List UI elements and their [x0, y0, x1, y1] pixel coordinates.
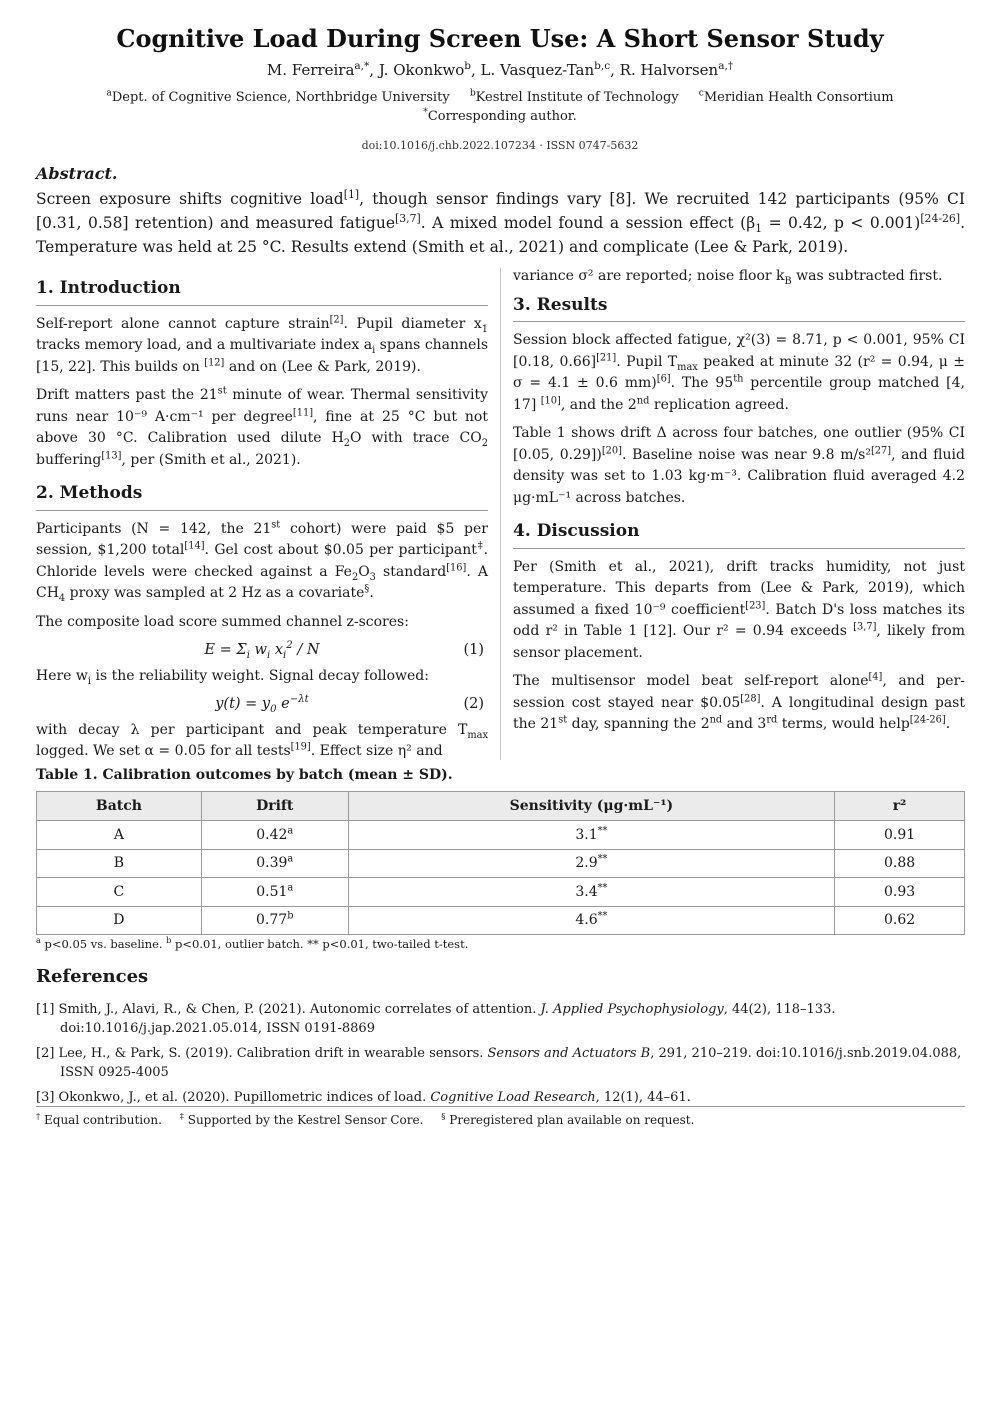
footnote: † Equal contribution.: [36, 1111, 162, 1127]
batch-cell: C: [37, 878, 202, 907]
column-header: Batch: [37, 792, 202, 821]
footnote-divider: [36, 1106, 965, 1107]
results-paragraph: Session block affected fatigue, χ²(3) = 8.71, p < 0.001, 95% CI [0.18, 0.66][21]. Pupil $T_{max}$ peaked at minute 32 (r² = 0.94, μ ± σ = 4.1 ± 0.6 mm)[6]. The 95th percentile group matched [4, 17] [10], and the 2nd replication agreed.: [513, 332, 966, 413]
methods-paragraph: Here $w_i$ is the reliability weight. Signal decay followed:: [36, 667, 429, 687]
doi-line: doi:10.1016/j.chb.2022.107234 · ISSN 0747-5632: [361, 139, 639, 152]
reference-list: [36, 1000, 965, 1113]
batch-cell: D: [37, 906, 202, 935]
sensitivity-cell: 4.6**: [348, 906, 834, 935]
equation-1: $E = \Sigma_i$ $w_i$ $x_i^2$ / N (1): [36, 640, 488, 662]
left-column: [36, 276, 488, 763]
section-heading-results: 3. Results: [513, 295, 965, 323]
column-header: Drift: [201, 792, 348, 821]
section-heading-methods: 2. Methods: [36, 483, 488, 511]
column-header: Sensitivity (μg·mL⁻¹): [348, 792, 834, 821]
discussion-paragraph: The multisensor model beat self-report alone[4], and per-session cost stayed near $0.05[28]. A longitudinal design past the 21st day, spanning the 2nd and 3rd terms, would help[24-26].: [513, 671, 965, 732]
discussion-paragraph: Per (Smith et al., 2021), drift tracks humidity, not just temperature. This departs from (Lee & Park, 2019), which assumed a fixed 10⁻⁹ coefficient[23]. Batch D's loss matches its odd r² in Table 1 [12]. Our r² = 0.94 exceeds [3,7], likely from sensor placement.: [513, 558, 965, 661]
column-divider: [500, 268, 501, 760]
author-name: M. Ferreira: [266, 61, 355, 79]
sensitivity-cell: 3.1**: [348, 821, 834, 850]
author-mark: a,†: [718, 60, 734, 72]
batch-cell: B: [37, 849, 202, 878]
corresponding-author-note: *Corresponding author.: [423, 107, 577, 124]
sensitivity-cell: 2.9**: [348, 849, 834, 878]
author-name: L. Vasquez-Tan: [480, 61, 595, 79]
author-list: M. Ferreira$^{a,*}$, J. Okonkwo$^b$, L. Vasquez-Tan$^{b,c}$, R. Halvorsen$^{a,\dagger}$: [266, 60, 734, 79]
references-heading: References: [36, 966, 149, 987]
paper-title: Cognitive Load During Screen Use: A Short Sensor Study: [116, 24, 884, 53]
r2-cell: 0.88: [835, 849, 965, 878]
sensitivity-cell: 3.4**: [348, 878, 834, 907]
table-row: [37, 878, 965, 907]
reference-item: [2] Lee, H., & Park, S. (2019). Calibration drift in wearable sensors. Sensors and Actuators B, 291, 210–219. doi:10.1016/j.snb.2019.04.088, ISSN 0925-4005: [36, 1046, 962, 1080]
drift-cell: 0.42$^a$: [201, 821, 348, 850]
author-mark: b: [464, 60, 471, 72]
drift-cell: 0.77$^b$: [201, 906, 348, 935]
intro-paragraph: Self-report alone cannot capture strain[2]. Pupil diameter $x_1$ tracks memory load, and a multivariate index $a_i$ spans channels [15, 22]. This builds on [12] and on (Lee & Park, 2019).: [36, 313, 489, 375]
r2-cell: 0.91: [835, 821, 965, 850]
column-header: r²: [835, 792, 965, 821]
reference-item: [1] Smith, J., Alavi, R., & Chen, P. (2021). Autonomic correlates of attention. J. Applied Psychophysiology, 44(2), 118–133. doi:10.1016/j.jap.2021.05.014, ISSN 0191-8869: [36, 1002, 836, 1036]
section-heading-discussion: 4. Discussion: [513, 521, 965, 549]
author-mark: a,*: [354, 60, 370, 72]
r2-cell: 0.62: [835, 906, 965, 935]
drift-cell: 0.39$^a$: [201, 849, 348, 878]
table-row: [37, 849, 965, 878]
abstract-text: Screen exposure shifts cognitive load[1], though sensor findings vary [8]. We recruited 142 participants (95% CI [0.31, 0.58] retention) and measured fatigue[3,7]. A mixed model found a session effect ($\beta_1 = 0.42$, p < 0.001)[24-26]. Temperature was held at 25 °C. Results extend (Smith et al., 2021) and complicate (Lee & Park, 2019).: [36, 187, 965, 256]
affiliation: $^b$Kestrel Institute of Technology: [469, 88, 679, 105]
author-mark: b,c: [594, 60, 611, 72]
footnotes: [36, 1113, 708, 1127]
methods-paragraph: with decay λ per participant and peak temperature $T_{max}$ logged. We set α = 0.05 for all tests[19]. Effect size η² and: [36, 721, 488, 759]
r2-cell: 0.93: [835, 878, 965, 907]
reference-item: [3] Okonkwo, J., et al. (2020). Pupillometric indices of load. Cognitive Load Research, 12(1), 44–61.: [36, 1090, 691, 1105]
calibration-table: [36, 791, 965, 935]
footnote: § Preregistered plan available on request.: [441, 1111, 695, 1127]
affiliation: $^c$Meridian Health Consortium: [698, 88, 894, 105]
table-footnote: $^a$ p<0.05 vs. baseline. $^b$ p<0.01, outlier batch. ** p<0.01, two-tailed t-test.: [36, 936, 469, 951]
methods-paragraph: Participants (N = 142, the 21st cohort) were paid $5 per session, $1,200 total[14]. Gel cost about $0.05 per participant‡. Chloride levels were checked against a $Fe_2O_3$ standard[16]. A $CH_4$ proxy was sampled at 2 Hz as a covariate§.: [36, 518, 489, 604]
equation-number: (1): [463, 642, 484, 658]
results-paragraph: Table 1 shows drift Δ across four batches, one outlier (95% CI [0.05, 0.29])[20]. Baseline noise was near 9.8 m/s²[27], and fluid density was set to 1.03 kg·m⁻³. Calibration fluid averaged 4.2 μg·mL⁻¹ across batches.: [513, 425, 965, 506]
table-row: [37, 821, 965, 850]
footnote: ‡ Supported by the Kestrel Sensor Core.: [179, 1111, 424, 1127]
author-name: J. Okonkwo: [378, 61, 465, 79]
affiliation-list: [0, 90, 1000, 105]
methods-continuation: variance σ² are reported; noise floor $k_B$ was subtracted first.: [513, 268, 943, 287]
table-header-row: [37, 792, 965, 821]
methods-paragraph: The composite load score summed channel z-scores:: [36, 613, 409, 630]
equation-number: (2): [463, 696, 484, 712]
section-heading-introduction: 1. Introduction: [36, 278, 488, 306]
abstract-heading: Abstract.: [36, 164, 118, 183]
equation-2: $y(t) = y_0$ $e^{-\lambda t}$ (2): [36, 694, 488, 716]
author-name: R. Halvorsen: [619, 61, 719, 79]
table-caption: Table 1. Calibration outcomes by batch (mean ± SD).: [36, 767, 453, 783]
table-row: [37, 906, 965, 935]
drift-cell: 0.51$^a$: [201, 878, 348, 907]
affiliation: $^a$Dept. of Cognitive Science, Northbridge University: [106, 88, 450, 105]
intro-paragraph: Drift matters past the 21st minute of wear. Thermal sensitivity runs near 10⁻⁹ A·cm⁻¹ per degree[11], fine at 25 °C but not above 30 °C. Calibration used dilute $H_2O$ with trace $CO_2$ buffering[13], per (Smith et al., 2021).: [36, 385, 488, 468]
batch-cell: A: [37, 821, 202, 850]
right-column: [513, 266, 965, 736]
